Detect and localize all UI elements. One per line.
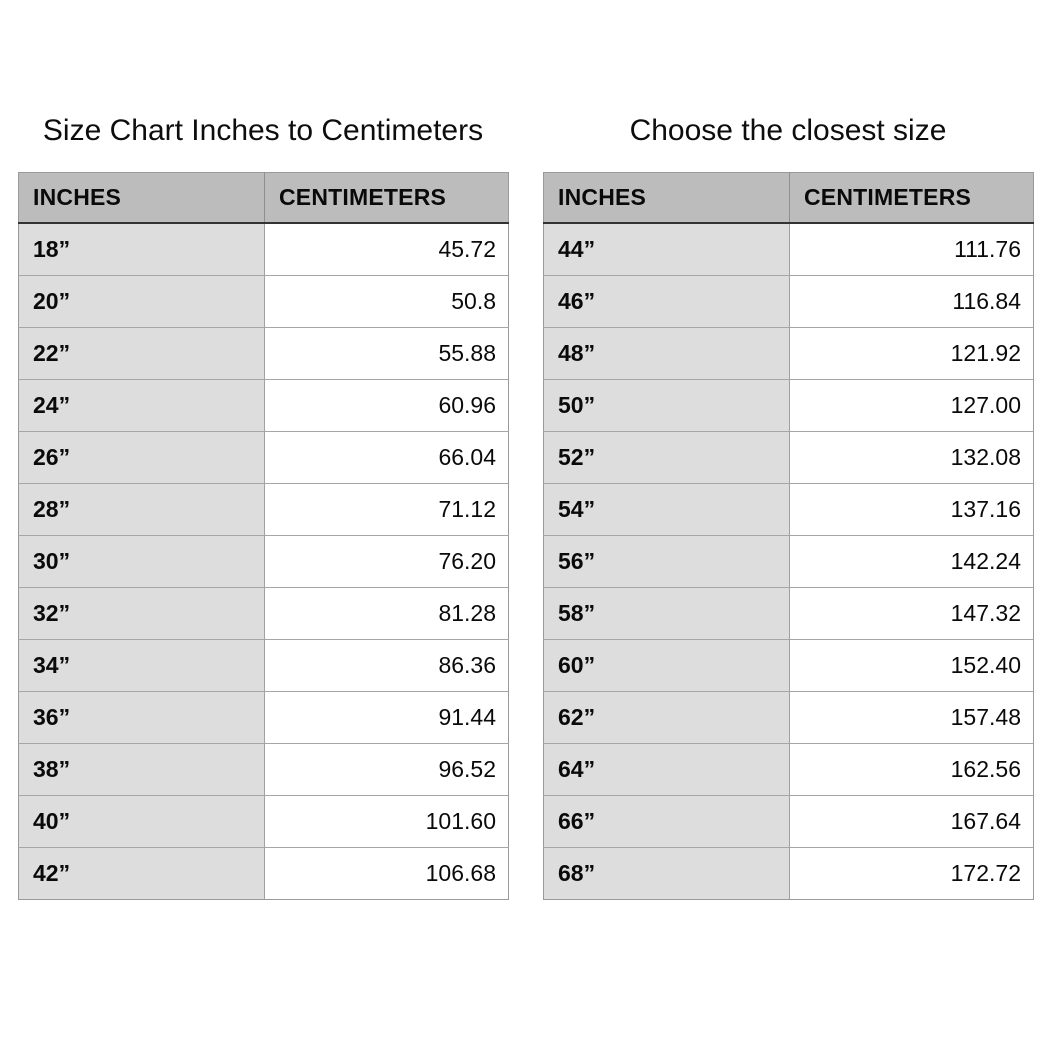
table-row — [544, 484, 1034, 536]
table-body — [19, 223, 509, 900]
inches-cell: 46” — [544, 276, 790, 328]
centimeters-cell: 101.60 — [265, 796, 509, 848]
inches-cell: 60” — [544, 640, 790, 692]
inches-cell: 38” — [19, 744, 265, 796]
table-row — [544, 796, 1034, 848]
centimeters-cell: 127.00 — [790, 380, 1034, 432]
centimeters-cell: 111.76 — [790, 223, 1034, 276]
inches-cell: 54” — [544, 484, 790, 536]
inches-cell: 36” — [19, 692, 265, 744]
inches-cell: 50” — [544, 380, 790, 432]
centimeters-cell: 76.20 — [265, 536, 509, 588]
inches-cell: 20” — [19, 276, 265, 328]
table-body — [544, 223, 1034, 900]
centimeters-cell: 55.88 — [265, 328, 509, 380]
table-row — [544, 276, 1034, 328]
inches-cell: 64” — [544, 744, 790, 796]
centimeters-cell: 162.56 — [790, 744, 1034, 796]
inches-column-header: INCHES — [19, 173, 265, 224]
centimeters-cell: 167.64 — [790, 796, 1034, 848]
centimeters-column-header: CENTIMETERS — [790, 173, 1034, 224]
table-row — [19, 536, 509, 588]
table-row — [19, 328, 509, 380]
inches-cell: 42” — [19, 848, 265, 900]
right-table-title: Choose the closest size — [629, 114, 947, 147]
centimeters-cell: 132.08 — [790, 432, 1034, 484]
inches-cell: 22” — [19, 328, 265, 380]
centimeters-cell: 106.68 — [265, 848, 509, 900]
table-row — [19, 432, 509, 484]
table-row — [19, 380, 509, 432]
table-row — [19, 640, 509, 692]
centimeters-cell: 116.84 — [790, 276, 1034, 328]
inches-cell: 18” — [19, 223, 265, 276]
inches-cell: 40” — [19, 796, 265, 848]
inches-cell: 66” — [544, 796, 790, 848]
centimeters-cell: 152.40 — [790, 640, 1034, 692]
table-row — [544, 223, 1034, 276]
centimeters-cell: 157.48 — [790, 692, 1034, 744]
table-row — [544, 328, 1034, 380]
table-row — [19, 744, 509, 796]
centimeters-cell: 96.52 — [265, 744, 509, 796]
closest-size-table — [543, 172, 1034, 900]
inches-cell: 28” — [19, 484, 265, 536]
inches-column-header: INCHES — [544, 173, 790, 224]
centimeters-cell: 60.96 — [265, 380, 509, 432]
inches-cell: 34” — [19, 640, 265, 692]
table-row — [19, 588, 509, 640]
inches-cell: 48” — [544, 328, 790, 380]
table-row — [544, 692, 1034, 744]
centimeters-cell: 121.92 — [790, 328, 1034, 380]
table-row — [544, 640, 1034, 692]
table-row — [19, 796, 509, 848]
inches-cell: 62” — [544, 692, 790, 744]
table-row — [19, 276, 509, 328]
inches-cell: 52” — [544, 432, 790, 484]
inches-cell: 56” — [544, 536, 790, 588]
centimeters-cell: 50.8 — [265, 276, 509, 328]
table-row — [19, 692, 509, 744]
table-row — [544, 432, 1034, 484]
table-row — [19, 848, 509, 900]
inches-cell: 30” — [19, 536, 265, 588]
centimeters-cell: 142.24 — [790, 536, 1034, 588]
inches-cell: 68” — [544, 848, 790, 900]
centimeters-cell: 91.44 — [265, 692, 509, 744]
table-row — [544, 848, 1034, 900]
centimeters-cell: 66.04 — [265, 432, 509, 484]
table-row — [544, 744, 1034, 796]
inches-cell: 58” — [544, 588, 790, 640]
inches-cell: 26” — [19, 432, 265, 484]
table-row — [544, 536, 1034, 588]
centimeters-cell: 137.16 — [790, 484, 1034, 536]
inches-cell: 44” — [544, 223, 790, 276]
closest-size-panel — [543, 112, 1033, 900]
table-row — [19, 223, 509, 276]
header-row — [19, 173, 509, 224]
table-row — [544, 380, 1034, 432]
table-row — [19, 484, 509, 536]
centimeters-cell: 81.28 — [265, 588, 509, 640]
centimeters-cell: 147.32 — [790, 588, 1034, 640]
centimeters-column-header: CENTIMETERS — [265, 173, 509, 224]
centimeters-cell: 71.12 — [265, 484, 509, 536]
left-table-title: Size Chart Inches to Centimeters — [42, 114, 484, 147]
inches-to-cm-table — [18, 172, 509, 900]
table-header — [544, 173, 1034, 224]
centimeters-cell: 172.72 — [790, 848, 1034, 900]
table-row — [544, 588, 1034, 640]
inches-cell: 24” — [19, 380, 265, 432]
inches-cell: 32” — [19, 588, 265, 640]
table-header — [19, 173, 509, 224]
centimeters-cell: 45.72 — [265, 223, 509, 276]
header-row — [544, 173, 1034, 224]
centimeters-cell: 86.36 — [265, 640, 509, 692]
inches-to-cm-panel — [18, 112, 508, 900]
